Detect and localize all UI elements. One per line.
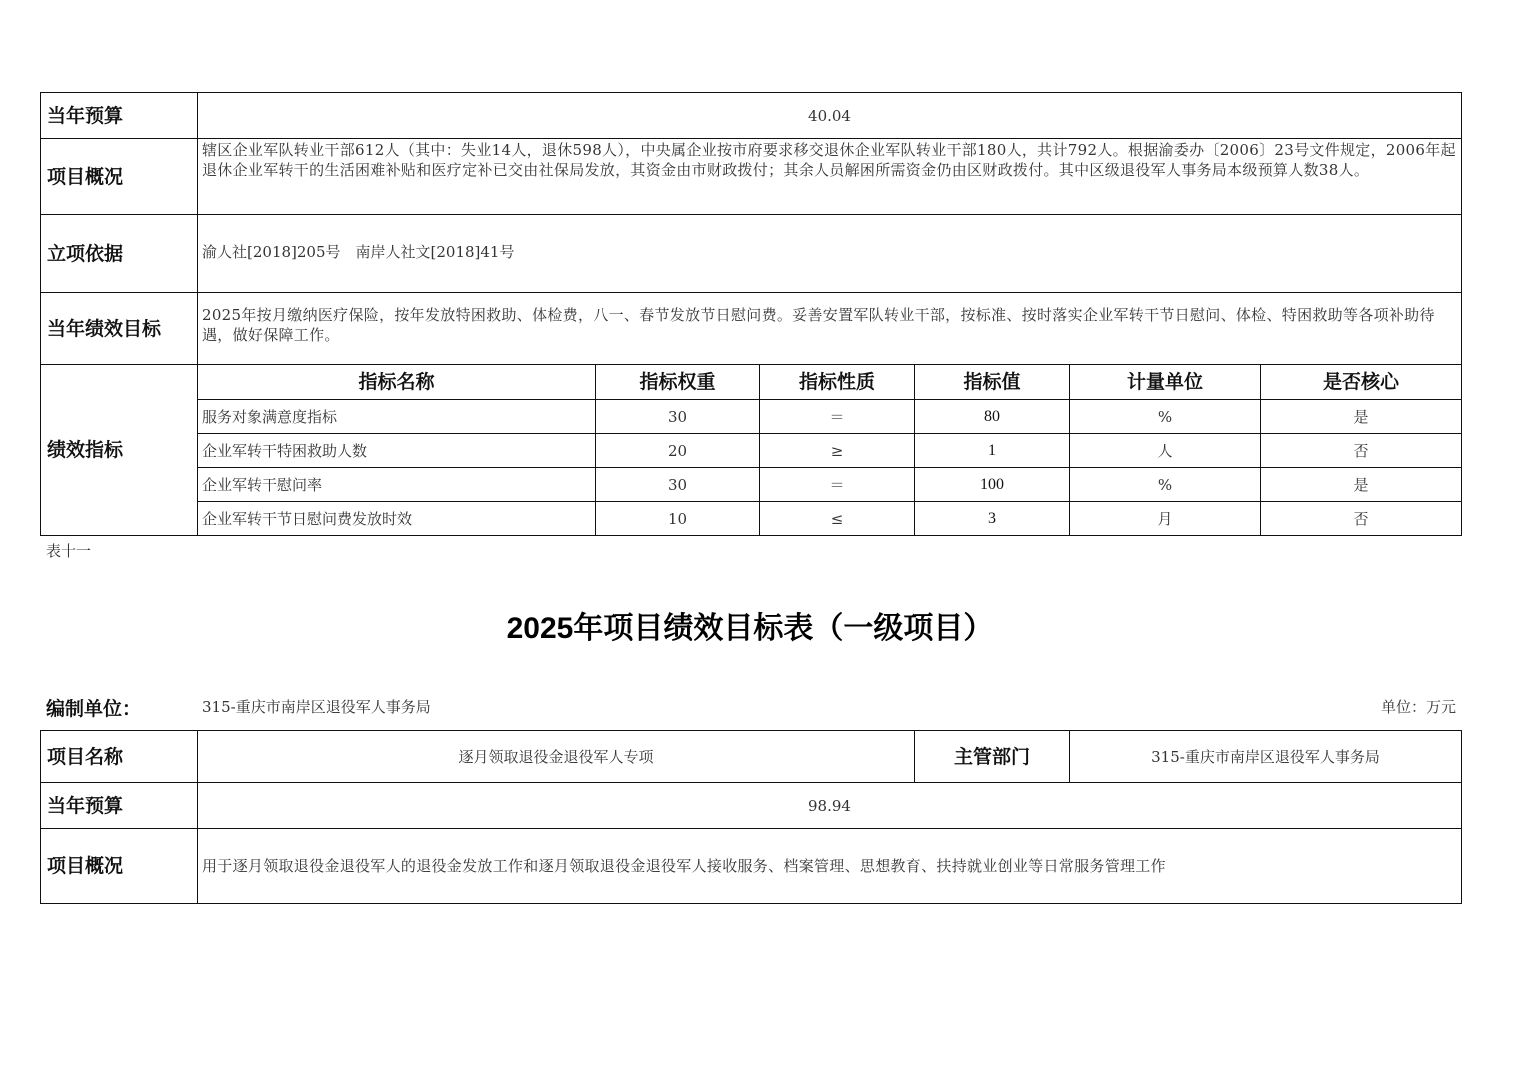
- budget-row: [41, 93, 1462, 139]
- goal-text: 2025年按月缴纳医疗保险，按年发放特困救助、体检费，八一、春节发放节日慰问费。妥善安置军队转业干部，按标准、按时落实企业军转干节日慰问、体检、特困救助等各项补助待遇，做好保障工作。: [198, 293, 1462, 365]
- indicator-value: 80: [915, 400, 1070, 434]
- goal-row: [41, 293, 1462, 365]
- indicator-weight: 20: [596, 434, 760, 468]
- overview-label: 项目概况: [41, 139, 198, 215]
- header-indicator-nature: 指标性质: [760, 365, 915, 400]
- budget-label: 当年预算: [41, 93, 198, 139]
- basis-row: [41, 215, 1462, 293]
- header-indicator-name: 指标名称: [198, 365, 596, 400]
- indicator-weight: 10: [596, 502, 760, 536]
- table-row: [41, 400, 1462, 434]
- header-core: 是否核心: [1261, 365, 1462, 400]
- indicator-nature: ＝: [760, 468, 915, 502]
- indicator-nature: ≥: [760, 434, 915, 468]
- overview-text: 用于逐月领取退役金退役军人的退役金发放工作和逐月领取退役金退役军人接收服务、档案管理、思想教育、扶持就业创业等日常服务管理工作: [198, 829, 1462, 904]
- basis-text: 渝人社[2018]205号 南岸人社文[2018]41号: [198, 215, 1462, 293]
- dept-value: 315-重庆市南岸区退役军人事务局: [1070, 731, 1462, 783]
- indicator-weight: 30: [596, 468, 760, 502]
- org-value: 315-重庆市南岸区退役军人事务局: [202, 698, 431, 716]
- indicator-unit: %: [1070, 468, 1261, 502]
- performance-table: [40, 730, 1462, 904]
- project-name-label: 项目名称: [41, 731, 198, 783]
- table-row: [41, 434, 1462, 468]
- indicator-unit: 月: [1070, 502, 1261, 536]
- table-row: [41, 468, 1462, 502]
- indicator-nature: ＝: [760, 400, 915, 434]
- overview-row: [41, 829, 1462, 904]
- org-label: 编制单位：: [46, 698, 142, 720]
- indicator-name: 企业军转干节日慰问费发放时效: [198, 502, 596, 536]
- dept-label: 主管部门: [915, 731, 1070, 783]
- page-title: 2025年项目绩效目标表（一级项目）: [506, 612, 994, 645]
- unit-text: 单位：万元: [1380, 698, 1456, 716]
- indicator-nature: ≤: [760, 502, 915, 536]
- overview-label: 项目概况: [41, 829, 198, 904]
- budget-value: 98.94: [198, 783, 1462, 829]
- basis-label: 立项依据: [41, 215, 198, 293]
- table-number: 表十一: [46, 542, 92, 560]
- indicator-core: 是: [1261, 400, 1462, 434]
- budget-row: [41, 783, 1462, 829]
- indicator-unit: 人: [1070, 434, 1261, 468]
- indicator-name: 企业军转干慰问率: [198, 468, 596, 502]
- indicator-label: 绩效指标: [41, 365, 198, 536]
- header-indicator-value: 指标值: [915, 365, 1070, 400]
- overview-row: [41, 139, 1462, 215]
- indicator-header-row: [41, 365, 1462, 400]
- project-name-value: 逐月领取退役金退役军人专项: [198, 731, 915, 783]
- header-unit: 计量单位: [1070, 365, 1261, 400]
- indicator-name: 企业军转干特困救助人数: [198, 434, 596, 468]
- indicator-value: 100: [915, 468, 1070, 502]
- budget-label: 当年预算: [41, 783, 198, 829]
- indicator-value: 3: [915, 502, 1070, 536]
- performance-table-prev: [40, 92, 1462, 536]
- table-row: [41, 502, 1462, 536]
- indicator-core: 否: [1261, 502, 1462, 536]
- indicator-core: 否: [1261, 434, 1462, 468]
- indicator-weight: 30: [596, 400, 760, 434]
- project-name-row: [41, 731, 1462, 783]
- overview-text: 辖区企业军队转业干部612人（其中：失业14人，退休598人），中央属企业按市府要求移交退休企业军队转业干部180人，共计792人。根据渝委办〔2006〕23号文件规定，2006年起退休企业军转干的生活困难补贴和医疗定补已交由社保局发放，其资金由市财政拨付；其余人员解困所需资金仍由区财政拨付。其中区级退役军人事务局本级预算人数38人。: [198, 139, 1462, 215]
- goal-label: 当年绩效目标: [41, 293, 198, 365]
- indicator-unit: %: [1070, 400, 1261, 434]
- header-indicator-weight: 指标权重: [596, 365, 760, 400]
- indicator-core: 是: [1261, 468, 1462, 502]
- indicator-name: 服务对象满意度指标: [198, 400, 596, 434]
- indicator-value: 1: [915, 434, 1070, 468]
- budget-value: 40.04: [198, 93, 1462, 139]
